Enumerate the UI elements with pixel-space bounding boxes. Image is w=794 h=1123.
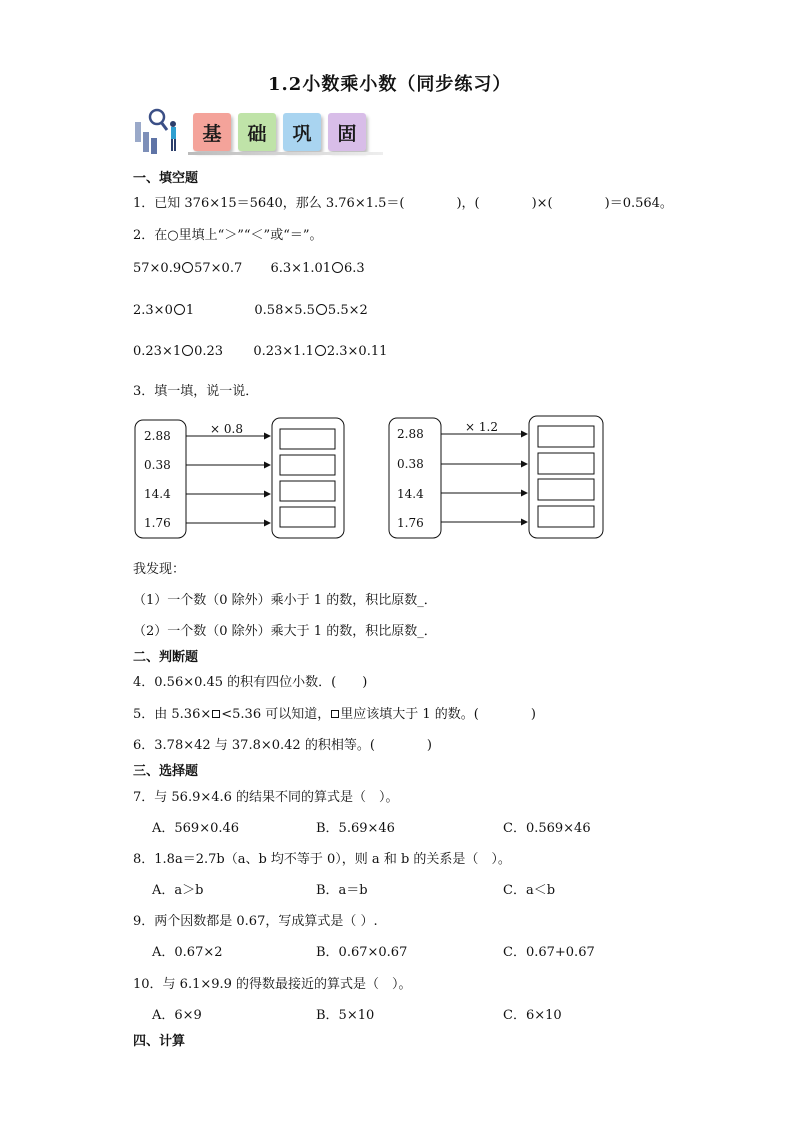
question-1: 1．已知 376×15＝5640，那么 3.76×1.5＝( )，( )×( )＝0.564。 <box>133 196 673 211</box>
q9-option-c[interactable]: C．0.67+0.67 <box>503 945 595 960</box>
output-oval <box>529 416 603 538</box>
input-value: 0.38 <box>397 457 424 471</box>
found-label: 我发现： <box>133 562 186 577</box>
input-value: 14.4 <box>144 487 171 501</box>
answer-box[interactable] <box>538 479 594 500</box>
question-4: 4．0.56×0.45 的积有四位小数．( ) <box>133 675 368 690</box>
q7-option-b[interactable]: B．5.69×46 <box>316 821 395 836</box>
compare-circle[interactable] <box>182 345 193 356</box>
section-true-false: 二、判断题 <box>133 650 199 665</box>
question-6: 6．3.78×42 与 37.8×0.42 的积相等。( ) <box>133 738 432 753</box>
finding-1: （1）一个数（0 除外）乘小于 1 的数，积比原数_． <box>133 593 437 608</box>
question-8: 8．1.8a＝2.7b（a、b 均不等于 0），则 a 和 b 的关系是（ ）。 <box>133 852 511 867</box>
compare-circle[interactable] <box>332 262 343 273</box>
section-calculation: 四、计算 <box>133 1034 186 1049</box>
compare-5-right: 0.23 <box>194 344 224 359</box>
compare-4-right: 5.5×2 <box>327 303 368 318</box>
q10-option-c[interactable]: C．6×10 <box>503 1008 562 1023</box>
q8-option-c[interactable]: C．a＜b <box>503 883 556 898</box>
q9-option-b[interactable]: B．0.67×0.67 <box>316 945 408 960</box>
compare-2-left: 6.3×1.01 <box>270 261 332 276</box>
compare-1-right: 57×0.7 <box>194 261 243 276</box>
banner-tile-4: 固 <box>328 113 366 151</box>
input-value: 1.76 <box>144 516 171 530</box>
answer-box[interactable] <box>280 455 335 475</box>
finding-2: （2）一个数（0 除外）乘大于 1 的数，积比原数_． <box>133 624 437 639</box>
question-5-part-1: 5．由 5.36× <box>133 707 212 722</box>
mapping-diagram-right <box>385 412 607 544</box>
answer-box[interactable] <box>538 453 594 474</box>
placeholder-box <box>212 710 220 718</box>
question-10: 10．与 6.1×9.9 的得数最接近的算式是（ ）。 <box>133 977 412 992</box>
question-9: 9．两个因数都是 0.67，写成算式是（ ）. <box>133 914 378 929</box>
page-title: 1.2小数乘小数（同步练习） <box>268 74 512 95</box>
answer-box[interactable] <box>280 429 335 449</box>
input-value: 1.76 <box>397 516 424 530</box>
q10-option-a[interactable]: A．6×9 <box>152 1008 202 1023</box>
q7-option-a[interactable]: A．569×0.46 <box>152 821 240 836</box>
banner-tile-3: 巩 <box>283 113 321 151</box>
input-value: 0.38 <box>144 458 171 472</box>
answer-box[interactable] <box>538 506 594 527</box>
operator-label: × 0.8 <box>210 422 243 436</box>
answer-box[interactable] <box>280 481 335 501</box>
question-5-part-3: 里应该填大于 1 的数。( ) <box>340 707 536 722</box>
compare-2-right: 6.3 <box>344 261 365 276</box>
section-fill-blank: 一、填空题 <box>133 171 199 186</box>
banner-divider <box>188 152 383 155</box>
compare-circle[interactable] <box>182 262 193 273</box>
answer-box[interactable] <box>280 507 335 527</box>
compare-row-3 <box>133 344 387 359</box>
q7-option-c[interactable]: C．0.569×46 <box>503 821 591 836</box>
compare-6-left: 0.23×1.1 <box>253 344 314 359</box>
operator-label: × 1.2 <box>465 420 498 434</box>
output-oval <box>272 418 344 538</box>
q9-option-a[interactable]: A．0.67×2 <box>152 945 223 960</box>
compare-5-left: 0.23×1 <box>133 344 182 359</box>
banner-tile-2: 础 <box>238 113 276 151</box>
mapping-diagram-left <box>130 412 350 544</box>
input-value: 2.88 <box>144 429 171 443</box>
compare-3-right: 1 <box>185 303 195 318</box>
compare-3-left: 2.3×0 <box>133 303 173 318</box>
compare-row-2 <box>133 303 368 318</box>
question-5-part-2: <5.36 可以知道， <box>221 707 331 722</box>
compare-1-left: 57×0.9 <box>133 261 182 276</box>
input-value: 2.88 <box>397 427 424 441</box>
question-7: 7．与 56.9×4.6 的结果不同的算式是（ ）。 <box>133 790 399 805</box>
study-icon <box>133 108 185 156</box>
answer-box[interactable] <box>538 426 594 447</box>
q8-option-b[interactable]: B．a＝b <box>316 883 368 898</box>
question-5 <box>133 703 536 722</box>
compare-circle[interactable] <box>316 304 327 315</box>
compare-circle[interactable] <box>174 304 185 315</box>
input-value: 14.4 <box>397 487 424 501</box>
compare-6-right: 2.3×0.11 <box>326 344 388 359</box>
q10-option-b[interactable]: B．5×10 <box>316 1008 375 1023</box>
compare-4-left: 0.58×5.5 <box>254 303 315 318</box>
question-2: 2．在○里填上“＞”“＜”或“＝”。 <box>133 228 323 243</box>
q8-option-a[interactable]: A．a＞b <box>152 883 204 898</box>
compare-circle[interactable] <box>315 345 326 356</box>
section-multiple-choice: 三、选择题 <box>133 764 199 779</box>
placeholder-box <box>331 710 339 718</box>
banner-tile-1: 基 <box>193 113 231 151</box>
compare-row-1 <box>133 261 365 276</box>
question-3: 3．填一填，说一说． <box>133 384 259 399</box>
